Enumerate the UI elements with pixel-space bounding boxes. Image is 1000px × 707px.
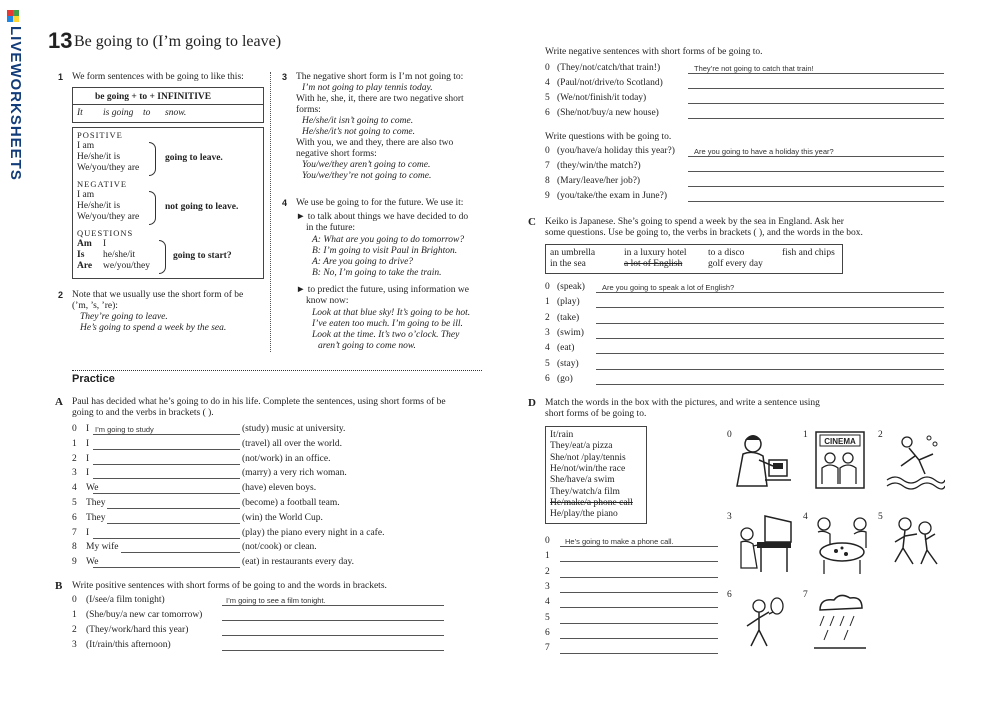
column-divider [270,72,271,352]
word-box-item: She/not /play/tennis [550,452,626,463]
item-number: 3 [72,640,77,650]
item-number: 3 [545,327,550,338]
word-box [545,426,647,524]
answer-line[interactable] [596,369,944,370]
item-subject: They [86,498,106,508]
item-prompt: (play) the piano every night in a cafe. [242,527,385,538]
item-prompt: (study) music at university. [242,424,346,434]
answer-line[interactable] [688,118,944,119]
item-prompt: (travel) all over the world. [242,438,342,449]
word-box-item: It/rain [550,430,574,440]
item-number: 2 [545,312,550,323]
item-prompt: (Mary/leave/her job?) [557,176,641,186]
negative-tail: not going to leave. [165,202,239,212]
item-prompt: (Paul/not/drive/to Scotland) [557,78,663,88]
example-word: snow. [165,108,187,118]
swimmer-picture [885,430,945,492]
item-number: 0 [545,63,550,73]
grammar-example: I’m not going to play tennis today. [302,83,433,93]
word-box-item: She/have/a swim [550,475,615,486]
exercise-instruction: Match the words in the box with the pictures, and write a sentence using [545,398,820,408]
answer-line[interactable] [560,577,718,578]
exercise-instruction: going to and the verbs in brackets ( ). [72,408,214,418]
item-number: 1 [72,610,77,620]
answer-text: I’m going to study [95,425,154,434]
item-number: 1 [545,551,550,562]
word-box-item: fish and chips [782,248,835,258]
item-number: 1 [545,297,550,308]
grammar-example: aren’t going to come now. [318,341,416,351]
negative-heading: NEGATIVE [77,179,128,189]
answer-line[interactable] [688,201,944,202]
item-number: 6 [72,512,77,523]
item-prompt: (swim) [557,327,584,338]
answer-line[interactable] [107,523,240,524]
item-prompt: (not/work) in an office. [242,453,331,464]
item-prompt: (speak) [557,282,585,292]
item-subject: I [86,468,90,479]
answer-line[interactable] [560,546,718,547]
grammar-example: A: What are you going to do tomorrow? [312,235,465,245]
item-prompt: (They/work/hard this year) [86,625,189,635]
item-number: 5 [545,612,550,623]
word-box-item: He/make/a phone call [550,497,633,508]
item-number: 4 [545,78,550,88]
brace-icon [159,240,166,274]
question-aux: Is [77,250,85,260]
picture-number: 2 [878,430,883,440]
word-box-item: They/watch/a film [550,486,620,497]
formula-box [72,87,264,123]
answer-line[interactable] [596,323,944,324]
item-number: 4 [545,597,550,608]
grammar-text: We use be going to for the future. We use it: [296,198,464,208]
exercise-instruction: some questions. Use be going to, the verbs in brackets ( ), and the words in the box. [545,228,863,238]
item-prompt: (you/take/the exam in June?) [557,191,668,201]
grammar-text: negative short forms: [296,149,377,159]
item-prompt: (have) eleven boys. [242,483,317,494]
item-prompt: (eat) [557,343,575,354]
item-subject: I [86,453,90,464]
item-prompt: (play) [557,297,580,308]
answer-line[interactable] [596,353,944,354]
brand-name: LIVEWORKSHEETS [7,26,24,181]
exercise-instruction: Write negative sentences with short forms of be going to. [545,47,763,57]
item-prompt: (They/not/catch/that train!) [557,63,661,73]
question-aux: Are [77,261,93,271]
positive-row: I am [77,141,95,151]
answer-line[interactable] [688,186,944,187]
item-number: 8 [545,176,550,186]
picture-number: 7 [803,590,808,600]
item-number: 4 [72,483,77,494]
positive-row: We/you/they are [77,163,140,173]
grammar-example: Look at that blue sky! It’s going to be hot. [312,308,471,318]
grammar-text: know now: [306,296,349,306]
answer-line[interactable] [560,653,718,654]
unit-title: Be going to (I’m going to leave) [74,33,282,50]
section-number: 2 [58,290,64,300]
item-number: 3 [545,581,550,592]
item-number: 0 [545,282,550,292]
question-subject: I [103,239,107,249]
picture-number: 6 [727,590,732,600]
race-picture [885,512,945,576]
negative-row: He/she/it is [77,201,121,211]
picture-number: 3 [727,512,732,522]
item-number: 9 [545,191,550,201]
grammar-example: Look at the time. It’s two o’clock. They [312,330,460,340]
grammar-example: B: No, I’m going to take the train. [312,268,442,278]
answer-line[interactable] [93,538,240,539]
word-box-item: He/not/win/the race [550,463,626,474]
word-box-item: in a luxury hotel [624,248,687,258]
exercise-letter: C [528,216,536,228]
brand-strip [2,8,24,208]
item-number: 7 [72,527,77,538]
answer-line[interactable] [93,464,240,465]
grammar-example: I’ve eaten too much. I’m going to be ill. [312,319,463,329]
formula: be going + to + INFINITIVE [95,92,212,102]
exercise-instruction: Keiko is Japanese. She’s going to spend a week by the sea in England. Ask her [545,217,844,227]
positive-row: He/she/it is [77,152,121,162]
piano-picture [735,512,795,576]
item-prompt: (go) [557,373,573,384]
item-number: 2 [72,453,77,464]
answer-line[interactable] [222,605,444,606]
answer-text: Are you going to speak a lot of English? [602,283,735,292]
item-subject: I [86,527,90,538]
item-number: 2 [545,566,550,577]
item-number: 4 [545,343,550,354]
negative-row: I am [77,190,95,200]
answer-line[interactable] [688,171,944,172]
cinema-sign: CINEMA [824,437,856,446]
answer-line[interactable] [93,493,240,494]
grammar-example: He’s going to spend a week by the sea. [80,323,227,333]
item-prompt: (stay) [557,358,579,369]
example-word: is going [103,108,134,118]
question-subject: we/you/they [103,261,150,271]
answer-text: Are you going to have a holiday this year? [694,147,834,156]
item-prompt: (marry) a very rich woman. [242,468,347,479]
picture-number: 1 [803,430,808,440]
picture-number: 5 [878,512,883,522]
practice-heading: Practice [72,373,115,385]
answer-line[interactable] [596,384,944,385]
answer-line[interactable] [596,338,944,339]
brace-icon [149,142,156,176]
grammar-example: They’re going to leave. [80,312,168,322]
example-word: It [77,108,83,118]
grammar-text: (’m, ’s, ’re): [72,301,118,311]
answer-line[interactable] [93,567,240,568]
item-prompt: (We/not/finish/it today) [557,93,647,103]
answer-line[interactable] [688,88,944,89]
section-number: 1 [58,72,64,82]
word-box-item: They/eat/a pizza [550,441,613,452]
grammar-text: With you, we and they, there are also two [296,138,454,148]
answer-line[interactable] [688,73,944,74]
rain-picture [810,592,870,652]
answer-line[interactable] [560,592,718,593]
word-box-item: an umbrella [550,248,596,258]
conjugation-box [72,127,264,279]
questions-heading: QUESTIONS [77,228,134,238]
answer-line[interactable] [596,307,944,308]
exercise-instruction: Write questions with be going to. [545,132,672,142]
item-number: 8 [72,542,77,553]
answer-line[interactable] [688,103,944,104]
answer-line[interactable] [560,561,718,562]
grammar-text: ► to talk about things we have decided to do [296,212,469,222]
item-prompt: (It/rain/this afternoon) [86,640,171,650]
item-prompt: (become) a football team. [242,498,340,508]
exercise-letter: D [528,397,536,409]
item-number: 5 [72,498,77,508]
grammar-text: Note that we usually use the short form of be [72,290,244,300]
item-prompt: (eat) in restaurants every day. [242,557,355,568]
answer-line[interactable] [107,508,240,509]
grammar-text: ► to predict the future, using information we [296,285,469,295]
item-number: 0 [72,595,77,605]
brace-icon [149,191,156,225]
item-subject: We [86,483,99,494]
answer-line[interactable] [222,635,444,636]
grammar-example: You/we/they aren’t going to come. [302,160,431,170]
word-box [545,244,843,274]
question-aux: Am [77,239,92,249]
item-number: 5 [545,358,550,369]
item-prompt: (win) the World Cup. [242,512,323,523]
positive-heading: POSITIVE [77,130,123,140]
word-box-item: in the sea [550,259,586,269]
item-number: 6 [545,627,550,638]
item-subject: My wife [86,542,119,553]
word-box-item: golf every day [708,259,763,269]
section-number: 3 [282,72,288,82]
item-subject: I [86,424,90,434]
answer-text: They’re not going to catch that train! [694,64,814,73]
picture-number: 0 [727,430,732,440]
item-number: 2 [72,625,77,635]
answer-line[interactable] [688,156,944,157]
exercise-instruction: Write positive sentences with short forms of be going to and the words in brackets. [72,581,387,591]
answer-line[interactable] [222,650,444,651]
answer-line[interactable] [93,478,240,479]
unit-number: 13 [48,28,73,53]
item-number: 9 [72,557,77,568]
answer-text: I’m going to see a film tonight. [226,596,326,605]
item-number: 6 [545,108,550,118]
item-number: 0 [545,536,550,546]
example-word: to [143,108,151,118]
grammar-example: A: Are you going to drive? [312,257,414,267]
item-number: 5 [545,93,550,103]
answer-line[interactable] [560,638,718,639]
exercise-letter: A [55,396,63,408]
grammar-text: forms: [296,105,321,115]
picture-number: 4 [803,512,808,522]
positive-tail: going to leave. [165,153,223,163]
item-prompt: (I/see/a film tonight) [86,595,165,605]
section-number: 4 [282,198,288,208]
word-box-item: He/play/the piano [550,509,618,520]
grammar-text: in the future: [306,223,356,233]
item-number: 3 [72,468,77,479]
item-number: 1 [72,438,77,449]
item-number: 6 [545,373,550,384]
grammar-text: With he, she, it, there are two negative short [296,94,464,104]
item-subject: I [86,438,90,449]
answer-line[interactable] [560,607,718,608]
item-subject: We [86,557,99,568]
grammar-example: You/we/they’re not going to come. [302,171,432,181]
item-prompt: (take) [557,312,580,323]
answer-line[interactable] [560,623,718,624]
item-number: 7 [545,643,550,654]
grammar-text: We form sentences with be going to like this: [72,72,244,82]
item-prompt: (She/not/buy/a new house) [557,108,659,118]
questions-tail: going to start? [173,251,232,261]
tennis-picture [735,592,791,652]
item-subject: They [86,512,106,523]
item-number: 0 [545,146,550,156]
question-subject: he/she/it [103,250,136,260]
exercise-instruction: Paul has decided what he’s going to do in his life. Complete the sentences, using short forms of be [72,397,446,407]
item-prompt: (She/buy/a new car tomorrow) [86,610,203,620]
grammar-example: He/she/it isn’t going to come. [302,116,414,126]
item-prompt: (they/win/the match?) [557,161,641,171]
phone-call-picture [735,430,795,492]
cinema-picture [812,428,868,492]
word-box-item: to a disco [708,248,745,258]
answer-text: He’s going to make a phone call. [565,537,674,546]
word-box-item-used: a lot of English [624,259,683,269]
exercise-instruction: short forms of be going to. [545,409,647,419]
brand-logo-icon [7,10,19,22]
answer-line[interactable] [596,292,944,293]
grammar-example: He/she/it’s not going to come. [302,127,416,137]
item-prompt: (you/have/a holiday this year?) [557,146,675,156]
answer-line[interactable] [121,552,240,553]
answer-line[interactable] [93,434,240,435]
item-number: 7 [545,161,550,171]
pizza-picture [810,512,874,576]
answer-line[interactable] [222,620,444,621]
exercise-letter: B [55,580,63,592]
answer-line[interactable] [93,449,240,450]
dotted-divider [72,370,482,371]
grammar-text: The negative short form is I’m not going to: [296,72,464,82]
item-number: 0 [72,424,77,434]
item-prompt: (not/cook) or clean. [242,542,317,553]
negative-row: We/you/they are [77,212,140,222]
grammar-example: B: I’m going to visit Paul in Brighton. [312,246,458,256]
